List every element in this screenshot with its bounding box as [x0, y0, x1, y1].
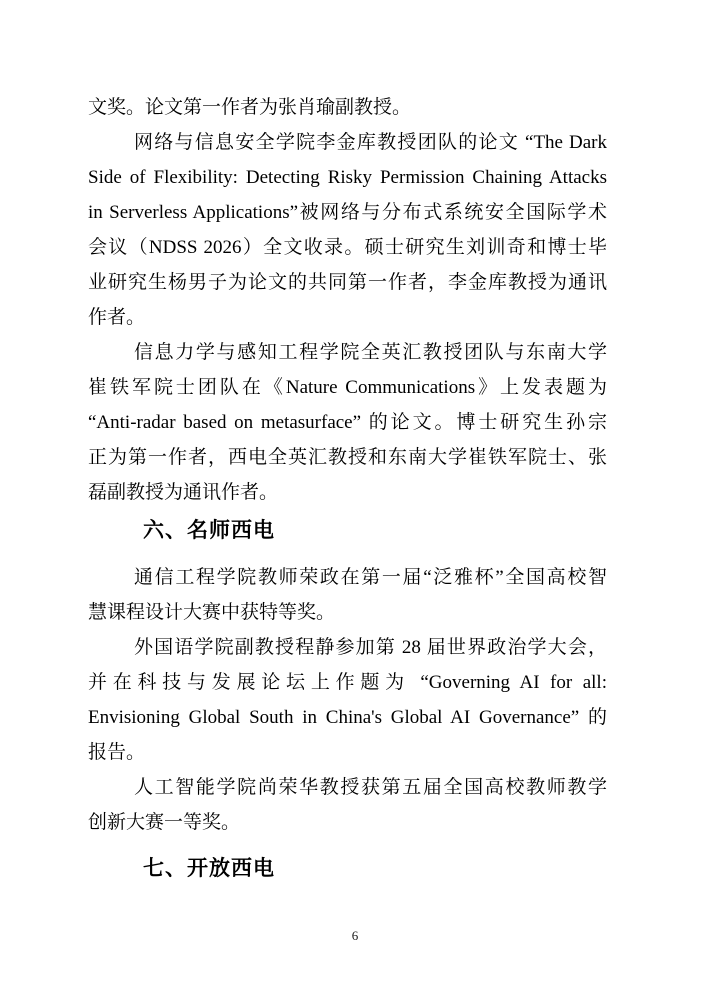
paragraph-line: 文奖。论文第一作者为张肖瑜副教授。	[88, 97, 412, 118]
paragraph-line: 通信工程学院教师荣政在第一届“泛雅杯”全国高校智	[134, 567, 607, 588]
paragraph-line: 业研究生杨男子为论文的共同第一作者，李金库教授为通讯	[88, 272, 607, 293]
paragraph-line: 外国语学院副教授程静参加第 28 届世界政治学大会，	[134, 637, 607, 658]
paragraph-line: 并在科技与发展论坛上作题为 “Governing AI for all:	[88, 672, 607, 693]
paragraph-line: 作者。	[88, 307, 146, 328]
paragraph-line: 慧课程设计大赛中获特等奖。	[88, 602, 336, 623]
paragraph-line: 信息力学与感知工程学院全英汇教授团队与东南大学	[134, 342, 607, 363]
document-content	[88, 90, 607, 888]
paragraph-line: 磊副教授为通讯作者。	[88, 482, 279, 503]
paragraph-line: Envisioning Global South in China's Global AI Governance” 的	[88, 707, 607, 728]
paragraph-line: Side of Flexibility: Detecting Risky Permission Chaining Attacks	[88, 167, 607, 188]
section-heading-six: 六、名师西电	[143, 518, 275, 542]
paragraph-line: 网络与信息安全学院李金库教授团队的论文 “The Dark	[134, 132, 607, 153]
page-number: 6	[351, 928, 359, 943]
paragraph-line: 创新大赛一等奖。	[88, 812, 241, 833]
paragraph-line: in Serverless Applications”被网络与分布式系统安全国际学术	[88, 202, 607, 223]
paragraph-line: 报告。	[88, 742, 146, 763]
section-heading-seven: 七、开放西电	[143, 856, 275, 880]
paragraph-line: “Anti-radar based on metasurface” 的论文。博士研究生孙宗	[88, 412, 607, 433]
paragraph-line: 崔铁军院士团队在《Nature Communications》上发表题为	[88, 377, 607, 398]
paragraph-line: 人工智能学院尚荣华教授获第五届全国高校教师教学	[134, 777, 607, 798]
paragraph-line: 正为第一作者，西电全英汇教授和东南大学崔铁军院士、张	[88, 447, 607, 468]
paragraph-line: 会议（NDSS 2026）全文收录。硕士研究生刘训奇和博士毕	[88, 237, 607, 258]
